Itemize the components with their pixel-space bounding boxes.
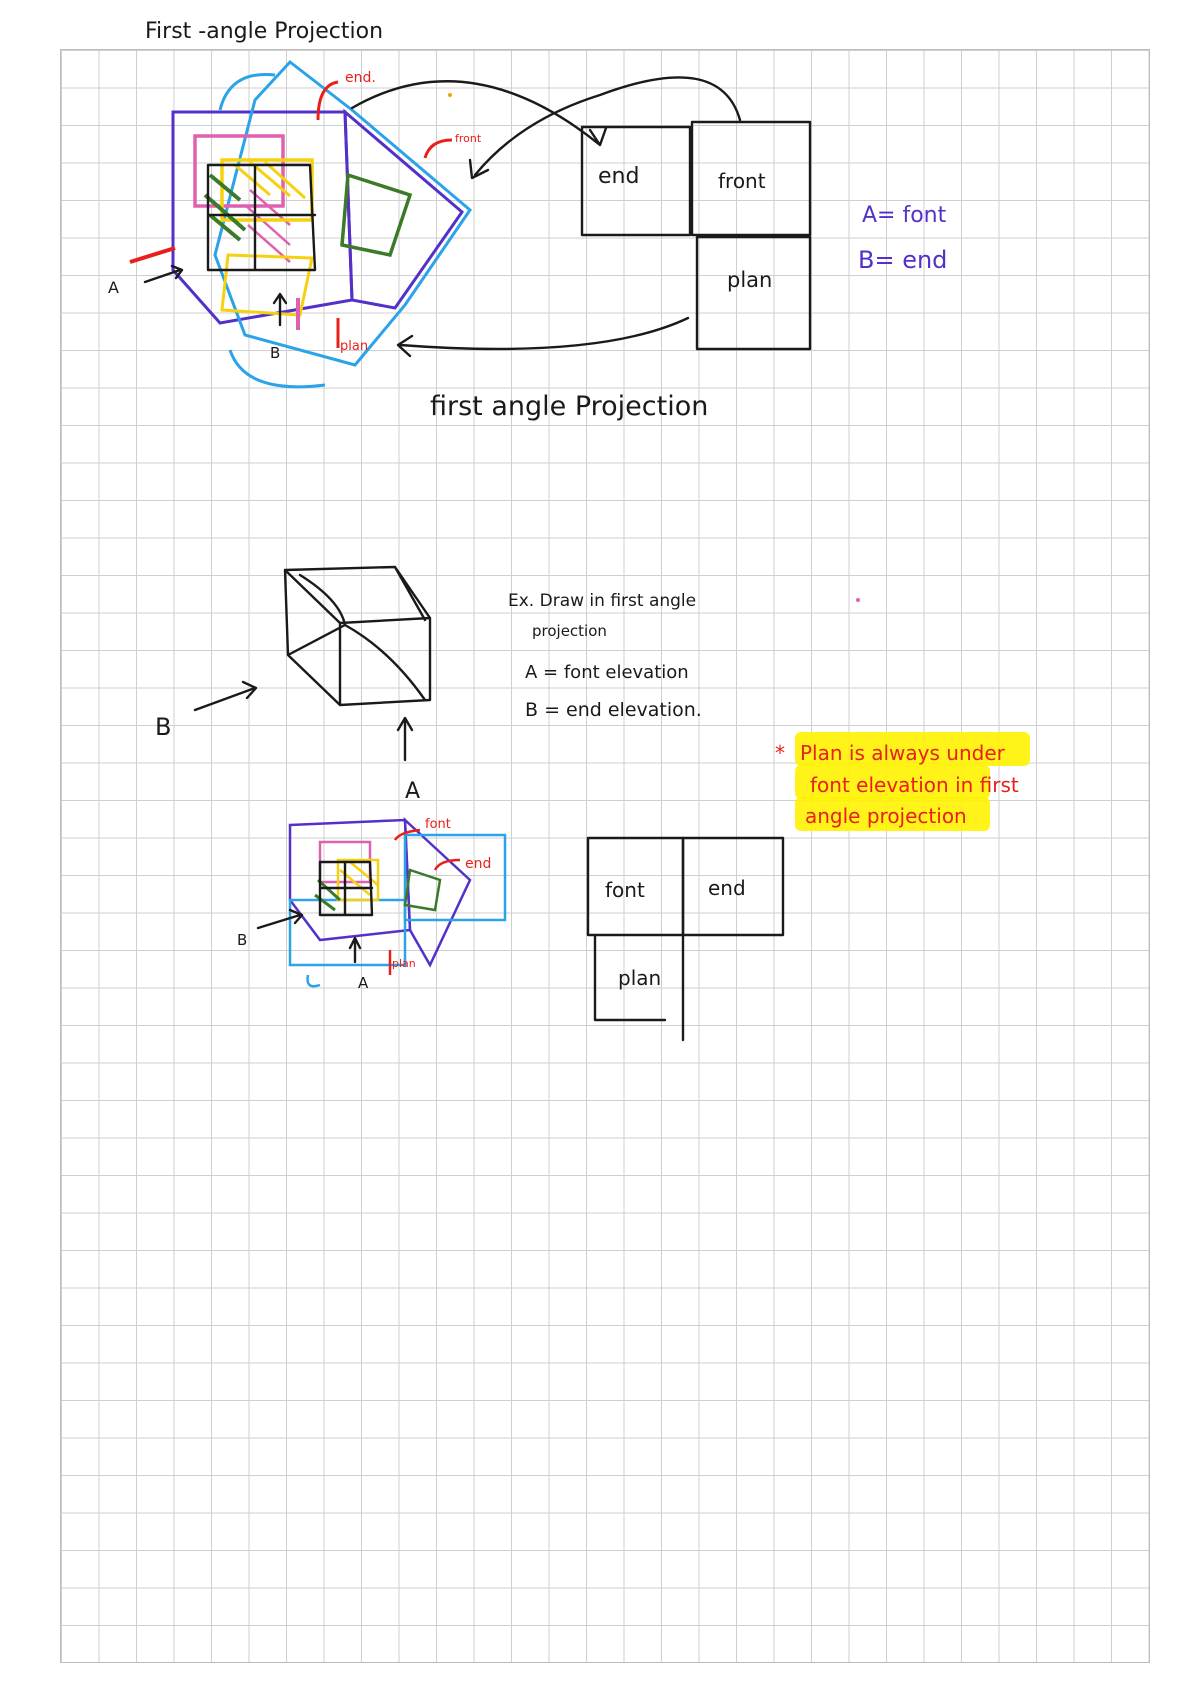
projection-sketch-top <box>108 62 482 387</box>
note-line-2: font elevation in first <box>810 773 1019 797</box>
green-end-face <box>342 175 410 255</box>
green-hatch <box>315 880 340 910</box>
instruction-line-2: projection <box>532 622 607 640</box>
sketch-label-plan: plan <box>340 339 369 354</box>
sketch-label-b: B <box>270 344 281 362</box>
purple-plane-vertical <box>173 112 352 323</box>
page-title: First -angle Projection <box>145 19 384 44</box>
exercise-a-arrow <box>398 718 412 760</box>
sketch-cube <box>320 862 372 915</box>
exercise-instructions <box>508 591 702 721</box>
highlighted-note <box>775 732 1030 831</box>
sketch-label-front: front <box>455 132 482 145</box>
fold-arrow-plan <box>398 318 688 356</box>
exercise-projection-layout <box>588 838 783 1040</box>
end-view-label: end <box>708 876 746 900</box>
note-star: * <box>775 741 785 765</box>
view-a-arrow <box>350 938 360 962</box>
note-line-3: angle projection <box>805 804 967 828</box>
projection-sketch-exercise <box>237 817 505 992</box>
blue-fold-arrow <box>308 975 321 986</box>
top-caption: first angle Projection <box>430 391 709 422</box>
key-a: A= font <box>862 203 947 228</box>
front-view-label: front <box>718 169 766 193</box>
instruction-line-4: B = end elevation. <box>525 699 702 721</box>
sketch-label-plan: plan <box>392 957 416 970</box>
yellow-face <box>222 160 312 220</box>
sketch-label-b: B <box>237 931 248 949</box>
ink-dot <box>448 93 452 97</box>
key-b: B= end <box>858 246 948 274</box>
top-projection-layout <box>582 122 810 349</box>
exercise-label-b: B <box>155 713 172 741</box>
exercise-b-arrow <box>195 682 256 710</box>
yellow-hatch <box>235 162 305 198</box>
instruction-line-3: A = font elevation <box>525 662 689 683</box>
plan-view-box <box>697 237 810 349</box>
green-end-face <box>405 870 440 910</box>
pink-dot <box>856 598 860 602</box>
end-view-label: end <box>598 164 640 189</box>
exercise-cube <box>285 567 430 705</box>
blue-fold-arrow-top <box>220 74 275 110</box>
instruction-line-1: Ex. Draw in first angle <box>508 591 697 611</box>
purple-plane <box>290 820 410 940</box>
red-front-arrow <box>425 140 452 158</box>
view-b-arrow <box>258 910 302 928</box>
plan-view-label: plan <box>618 966 662 990</box>
sketch-label-end: end <box>465 856 492 872</box>
note-line-1: Plan is always under <box>800 741 1005 765</box>
front-view-label: font <box>605 878 645 902</box>
sketch-label-a: A <box>358 974 369 992</box>
sketch-label-a: A <box>108 278 119 297</box>
view-b-arrow <box>274 294 286 325</box>
exercise-label-a: A <box>405 779 421 804</box>
plan-view-label: plan <box>727 268 773 292</box>
red-a-arrow <box>130 248 175 262</box>
sketch-label-end: end. <box>345 70 376 86</box>
sketch-label-front: font <box>425 817 451 832</box>
